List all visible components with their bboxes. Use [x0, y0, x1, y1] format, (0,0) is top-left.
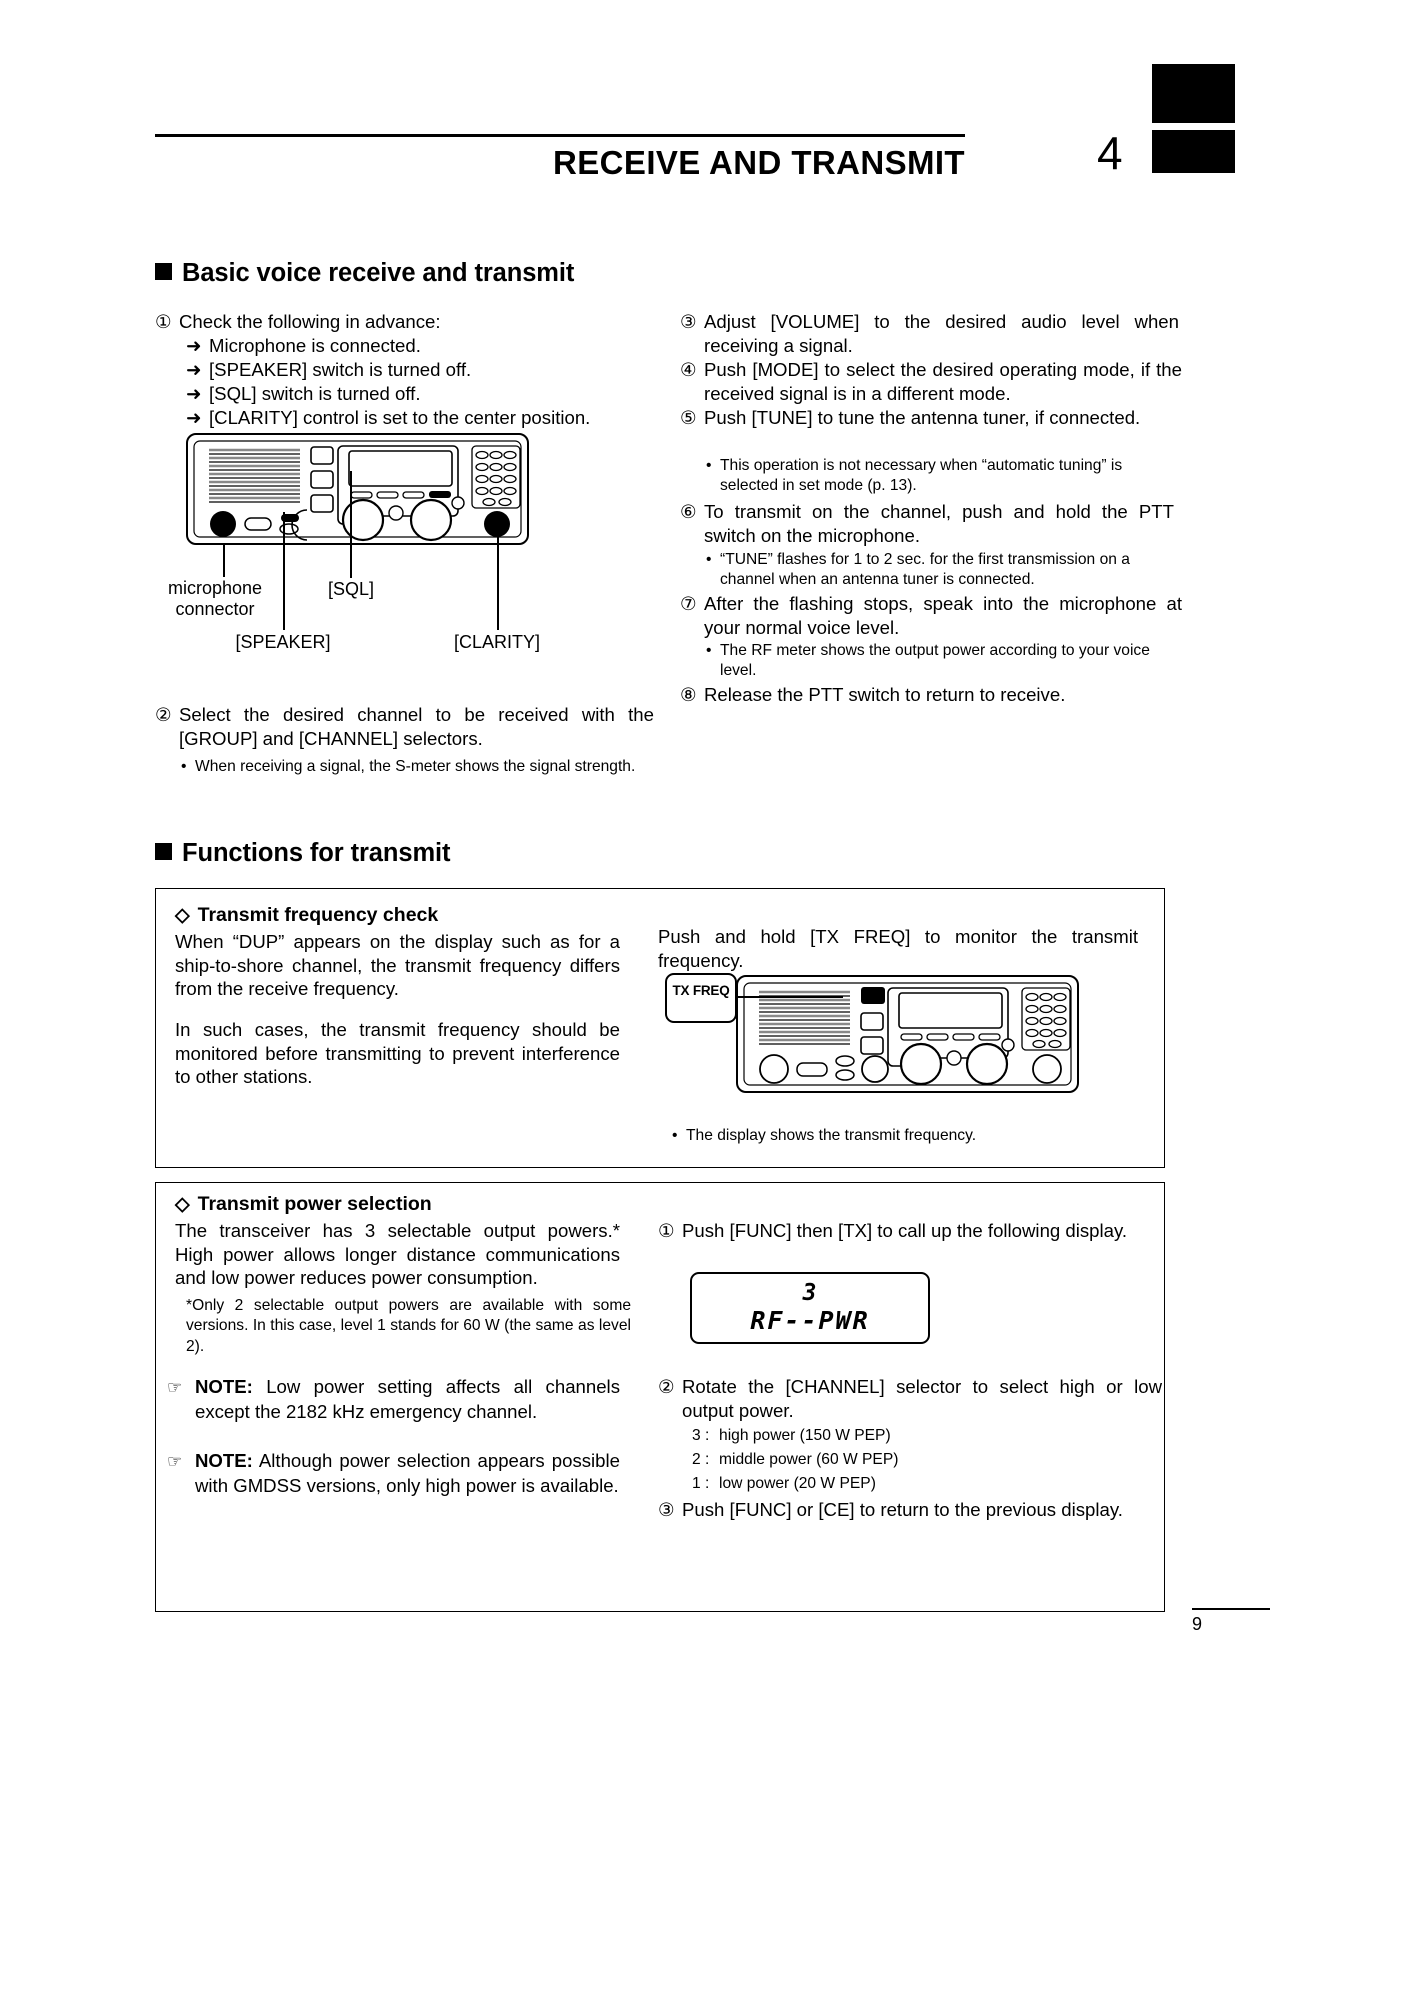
- hand-icon: ☞: [167, 1378, 183, 1397]
- page-title: RECEIVE AND TRANSMIT: [553, 144, 965, 181]
- step-number: ③: [658, 1499, 675, 1520]
- step-7-note: • The RF meter shows the output power according to your voice level.: [706, 642, 1150, 680]
- step-5: ⑤ Push [TUNE] to tune the antenna tuner, if connected.: [680, 407, 1141, 428]
- step-4: ④ Push [MODE] to select the desired operating mode, if the received signal is in a different mode.: [680, 359, 1182, 404]
- power-level-desc: middle power (60 W PEP): [719, 1451, 899, 1468]
- step-number: ②: [155, 704, 172, 725]
- callout-clarity: [CLARITY]: [453, 632, 541, 652]
- bullet-icon: •: [672, 1127, 678, 1144]
- step-number: ⑦: [680, 593, 697, 614]
- step-number: ⑧: [680, 684, 697, 705]
- step-1: ① Check the following in advance:: [155, 311, 441, 332]
- step-6: ⑥ To transmit on the channel, push and hold the PTT switch on the microphone.: [680, 501, 1174, 546]
- step-number: ⑥: [680, 501, 697, 522]
- power-step-1: ① Push [FUNC] then [TX] to call up the following display.: [658, 1220, 1128, 1241]
- thumb-index-bar-top: [1152, 64, 1235, 123]
- power-level-separator: :: [705, 1451, 710, 1468]
- freq-check-para-1: When “DUP” appears on the display such as for a ship-to-shore channel, the transmit frequency differs from the receive frequency.: [175, 931, 620, 1000]
- bullet-icon: •: [706, 457, 712, 474]
- step-5-note: • This operation is not necessary when “automatic tuning” is selected in set mode (p. 13).: [706, 457, 1123, 495]
- bullet-icon: •: [706, 551, 712, 568]
- arrow-icon: ➜: [186, 359, 202, 380]
- step-8: ⑧ Release the PTT switch to return to receive.: [680, 684, 1066, 705]
- step-6-note: • “TUNE” flashes for 1 to 2 sec. for the first transmission on a channel when an antenna tuner is connected.: [706, 551, 1130, 589]
- check-item-3: ➜ [SQL] switch is turned off.: [186, 383, 421, 404]
- step-number: ①: [155, 311, 172, 332]
- power-selection-para-1: The transceiver has 3 selectable output powers.* High power allows longer distance communications and low power reduces power consumption.: [175, 1220, 620, 1289]
- footer-rule: [1192, 1608, 1270, 1610]
- lead-line-speaker: [283, 512, 285, 630]
- check-item-1: ➜ Microphone is connected.: [186, 335, 421, 356]
- step-2-note: • When receiving a signal, the S-meter shows the signal strength.: [181, 757, 645, 777]
- power-level-3: [692, 1426, 1112, 1446]
- diamond-icon: ◇: [175, 1194, 190, 1215]
- lead-line-mic: [223, 545, 225, 577]
- power-step-3: ③ Push [FUNC] or [CE] to return to the previous display.: [658, 1499, 1123, 1520]
- bullet-icon: •: [181, 758, 187, 775]
- tx-freq-callout-label: TX FREQ: [672, 983, 730, 998]
- subsection-title-freq-check: ◇ Transmit frequency check: [175, 904, 439, 926]
- lcd-value: 3: [802, 1280, 818, 1306]
- power-level-number: 1: [692, 1475, 701, 1492]
- step-number: ⑤: [680, 407, 697, 428]
- check-item-4: ➜ [CLARITY] control is set to the center position.: [186, 407, 591, 428]
- check-item-2: ➜ [SPEAKER] switch is turned off.: [186, 359, 472, 380]
- power-level-1: [692, 1474, 1112, 1494]
- note-1: ☞ NOTE: Low power setting affects all channels except the 2182 kHz emergency channel.: [167, 1376, 620, 1422]
- freq-check-bottom-note: • The display shows the transmit frequency.: [672, 1126, 1136, 1146]
- step-2: ② Select the desired channel to be received with the [GROUP] and [CHANNEL] selectors.: [155, 704, 654, 749]
- power-level-2: [692, 1450, 1112, 1470]
- section-heading-basic: Basic voice receive and transmit: [155, 258, 574, 288]
- bullet-icon: •: [706, 642, 712, 659]
- note-2: ☞ NOTE: Although power selection appears possible with GMDSS versions, only high power is available.: [167, 1450, 620, 1496]
- note-label: NOTE:: [195, 1450, 253, 1471]
- header-rule: [155, 134, 965, 137]
- power-level-separator: :: [705, 1475, 710, 1492]
- step-3: ③ Adjust [VOLUME] to the desired audio level when receiving a signal.: [680, 311, 1179, 356]
- power-selection-footnote: *Only 2 selectable output powers are available with some versions. In this case, level 1 stands for 60 W (the same as level 2).: [186, 1297, 631, 1355]
- lcd-display: [690, 1272, 930, 1344]
- callout-microphone-connector: microphone connector: [167, 578, 263, 619]
- arrow-icon: ➜: [186, 383, 202, 404]
- step-number: ④: [680, 359, 697, 380]
- freq-check-right-para: Push and hold [TX FREQ] to monitor the transmit frequency.: [658, 926, 1138, 971]
- square-bullet-icon: [155, 263, 172, 280]
- note-label: NOTE:: [195, 1376, 253, 1397]
- lead-line-sql: [350, 471, 352, 578]
- power-level-number: 2: [692, 1451, 701, 1468]
- transceiver-front-panel-illustration-2: [735, 974, 1080, 1099]
- thumb-index-bar-bottom: [1152, 130, 1235, 173]
- step-number: ①: [658, 1220, 675, 1241]
- step-number: ②: [658, 1376, 675, 1397]
- callout-speaker: [SPEAKER]: [235, 632, 331, 652]
- power-level-separator: :: [705, 1427, 710, 1444]
- power-level-desc: high power (150 W PEP): [719, 1427, 891, 1444]
- step-7: ⑦ After the flashing stops, speak into the microphone at your normal voice level.: [680, 593, 1182, 638]
- callout-sql: [SQL]: [327, 579, 375, 599]
- power-level-desc: low power (20 W PEP): [719, 1475, 876, 1492]
- freq-check-para-2: In such cases, the transmit frequency should be monitored before transmitting to prevent interference to other stations.: [175, 1019, 620, 1088]
- lcd-label: RF--PWR: [750, 1306, 870, 1335]
- page-number: 9: [1192, 1614, 1203, 1634]
- section-heading-functions: Functions for transmit: [155, 838, 450, 868]
- power-level-number: 3: [692, 1427, 701, 1444]
- tx-freq-callout-button: [665, 973, 737, 1023]
- arrow-icon: ➜: [186, 407, 202, 428]
- lead-line-clarity: [497, 527, 499, 630]
- diamond-icon: ◇: [175, 905, 190, 926]
- subsection-title-power-selection: ◇ Transmit power selection: [175, 1193, 432, 1215]
- hand-icon: ☞: [167, 1452, 183, 1471]
- power-step-2: ② Rotate the [CHANNEL] selector to select high or low output power.: [658, 1376, 1162, 1421]
- step-number: ③: [680, 311, 697, 332]
- transceiver-front-panel-illustration-1: [185, 432, 530, 557]
- arrow-icon: ➜: [186, 335, 202, 356]
- square-bullet-icon: [155, 843, 172, 860]
- chapter-number: 4: [1097, 127, 1123, 179]
